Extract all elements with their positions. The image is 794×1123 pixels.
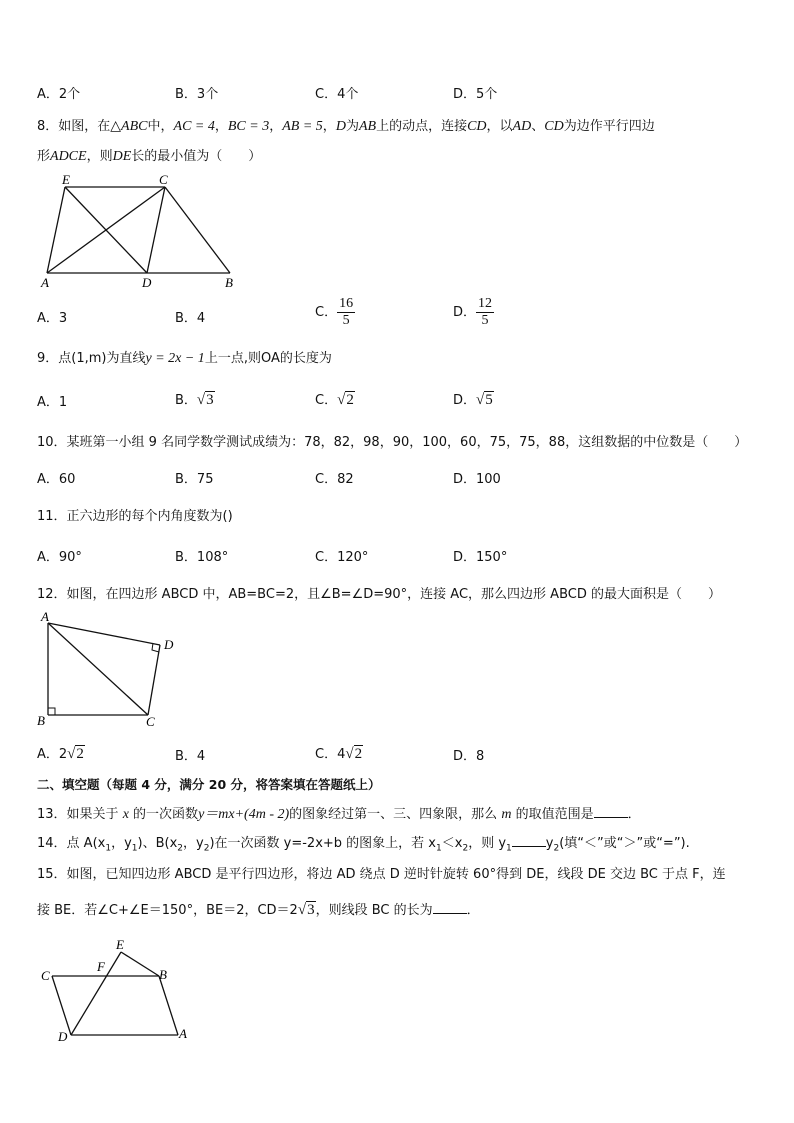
q8-triangle: △ABC [110,119,148,134]
q12-option-c[interactable] [315,743,363,763]
q8-d: D [335,119,346,134]
q12-right-angle-b [48,708,55,715]
q9-option-b-label: B． [175,393,197,408]
q13-text: ． [627,807,641,822]
q12-segment-ac [48,623,148,715]
radicand: 2 [346,392,354,408]
q8-text: ，以 [486,119,513,134]
numerator: 16 [339,296,354,311]
q12-figure [36,608,186,732]
q14-text: y [545,836,554,851]
q15-label-c: C [41,968,50,983]
q8-cd: CD [467,119,487,134]
q8-text: ， [214,119,228,134]
sqrt-symbol: √2 [337,392,354,408]
radicand: 5 [485,392,493,408]
q8-text: ， [322,119,336,134]
sqrt-symbol: √2 [67,746,84,762]
q13-answer-blank[interactable] [594,805,628,818]
q8-text: ， [269,119,283,134]
q14-text: 14．点 A(x [37,836,106,851]
q12-segment-cd [148,645,160,715]
sqrt-symbol: √3 [297,902,315,918]
q12-option-d[interactable]: D．8 [453,749,485,764]
section-title: 二、填空题（每题 4 分，满分 20 分，将答案填在答题纸上） [37,777,381,792]
q8-label-c: C [159,172,168,187]
q8-text: 、 [531,119,545,134]
q8-text: 上的动点，连接 [376,119,468,134]
q12-label-b: B [37,713,45,728]
subscript: 1 [506,843,512,854]
q8-cd: CD [544,119,564,134]
q8-text: 中， [147,119,174,134]
q14-text: ，y [111,836,132,851]
q7-option-b[interactable]: B．3个 [175,87,219,102]
q10-option-d[interactable]: D．100 [453,472,501,487]
q12-option-c-label: C．4 [315,747,346,762]
q12-label-a: A [41,609,49,624]
q15-stem-line2 [37,899,480,919]
q8-label-d: D [142,275,152,290]
q8-text: 为边作平行四边 [563,119,655,134]
subscript: 1 [105,843,112,854]
q12-label-d: D [164,637,174,652]
q13-m: m [501,807,512,822]
q11-option-a[interactable]: A．90° [37,550,82,565]
radicand: 2 [354,746,363,762]
q10-stem: 10．某班第一小组 9 名同学数学测试成绩为：78，82，98，90，100，60，75，75，88，这组数据的中位数是（ ） [37,435,748,450]
q10-option-a[interactable]: A．60 [37,472,76,487]
q8-ad: AD [512,119,532,134]
q7-option-a[interactable]: A．2个 [37,87,81,102]
q9-option-d-label: D． [453,393,477,408]
q8-option-a[interactable]: A．3 [37,311,68,326]
denominator: 5 [342,313,350,328]
q8-option-d-label: D． [453,305,477,320]
q10-option-b[interactable]: B．75 [175,472,214,487]
q7-option-c[interactable]: C．4个 [315,87,359,102]
q15-label-a: A [179,1026,187,1041]
q8-stem-line2 [37,145,261,165]
q8-bc: BC = 3 [227,119,270,134]
q8-segment-ed [65,187,147,273]
q8-option-d[interactable] [453,296,494,329]
subscript: 2 [553,843,560,854]
q13-text: 的图象经过第一、三、四象限，那么 [289,807,498,822]
q13-text: 13．如果关于 [37,807,119,822]
q15-segment-de [71,952,121,1035]
q11-option-b[interactable]: B．108° [175,550,229,565]
subscript: 2 [462,843,469,854]
q11-option-c[interactable]: C．120° [315,550,369,565]
q15-label-e: E [116,937,124,952]
q9-text: 上一点,则OA的长度为 [204,351,332,366]
q8-segment-cb [165,187,230,273]
q13-text: 的取值范围是 [515,807,594,822]
q15-label-b: B [159,967,167,982]
q15-label-f: F [97,959,105,974]
q15-text: ，则线段 BC 的长为 [315,903,433,918]
subscript: 1 [131,843,138,854]
q8-segment-ae [47,187,65,273]
q15-answer-blank[interactable] [433,901,467,914]
q8-figure [38,172,248,292]
q8-label-b: B [225,275,233,290]
q9-option-c-label: C． [315,393,338,408]
q15-segment-eb [121,952,159,976]
q15-text: ． [466,903,480,918]
denominator: 5 [481,313,489,328]
q15-stem-line1: 15．如图，已知四边形 ABCD 是平行四边形，将边 AD 绕点 D 逆时针旋转 60°得到 DE，线段 DE 交边 BC 于点 F，连 [37,867,726,882]
q12-segment-da [48,623,160,645]
q8-adce: ADCE [50,149,87,164]
q8-ab: AB = 5 [282,119,323,134]
q8-text: 8．如图，在 [37,119,111,134]
q8-segment-cd [147,187,165,273]
q9-equation: y = 2x − 1 [145,351,205,366]
q9-option-c[interactable] [315,389,355,409]
q12-option-a-label: A．2 [37,747,68,762]
radicand: 2 [76,746,84,762]
q8-stem-line1 [37,115,655,135]
q15-segment-cd [52,976,71,1035]
q14-text: )在一次函数 y=-2x+b 的图象上，若 x [209,836,437,851]
q15-segment-ba [159,976,178,1035]
q13-function: y＝mx+(4m - 2) [198,807,290,822]
q8-option-b[interactable]: B．4 [175,311,206,326]
q8-option-c-label: C． [315,305,338,320]
q13-x: x [122,807,129,822]
q14-text: ，则 y [468,836,507,851]
q9-stem [37,347,332,367]
q8-option-d-fraction [476,296,494,329]
q12-option-b[interactable]: B．4 [175,749,206,764]
subscript: 2 [177,843,184,854]
subscript: 2 [203,843,210,854]
q9-option-b[interactable] [175,389,215,409]
q14-text: ，y [183,836,204,851]
q11-option-d[interactable]: D．150° [453,550,508,565]
q8-label-a: A [41,275,49,290]
subscript: 1 [436,843,442,854]
q7-option-d[interactable]: D．5个 [453,87,498,102]
q8-text: ，则 [86,149,113,164]
radicand: 3 [206,392,214,408]
q8-ac: AC = 4 [173,119,215,134]
numerator: 12 [478,296,493,311]
q15-figure [38,935,198,1045]
q11-stem: 11．正六边形的每个内角度数为() [37,509,233,524]
q14-answer-blank[interactable] [512,834,546,847]
q8-label-e: E [62,172,70,187]
q9-option-d[interactable] [453,389,494,409]
q12-option-a[interactable] [37,743,85,763]
q9-text: 9．点(1,m)为直线 [37,351,146,366]
q8-ab-seg: AB [358,119,377,134]
sqrt-symbol: √5 [476,392,493,408]
q10-option-c[interactable]: C．82 [315,472,354,487]
q14-text: ＜x [441,836,463,851]
q14-stem [37,832,690,854]
q12-stem: 12．如图，在四边形 ABCD 中，AB=BC=2，且∠B=∠D=90°，连接 AC，那么四边形 ABCD 的最大面积是（ ） [37,587,721,602]
q14-text: )、B(x [137,836,178,851]
q8-text: 为 [345,119,359,134]
q12-label-c: C [146,714,155,729]
q8-text: 形 [37,149,51,164]
sqrt-symbol: √2 [345,746,363,762]
q8-option-c[interactable] [315,296,355,329]
q14-text: (填“＜”或“＞”或“=”). [559,836,690,851]
q15-label-d: D [58,1029,68,1044]
q9-option-a[interactable]: A．1 [37,395,68,410]
q8-de: DE [112,149,132,164]
sqrt-symbol: √3 [196,392,214,408]
radicand: 3 [307,902,315,918]
q13-stem [37,803,641,823]
q8-option-c-fraction [337,296,355,329]
q13-text: 的一次函数 [133,807,199,822]
q8-text: 长的最小值为（ ） [131,149,262,164]
q15-text: 接 BE．若∠C+∠E＝150°，BE＝2，CD＝2 [37,903,298,918]
